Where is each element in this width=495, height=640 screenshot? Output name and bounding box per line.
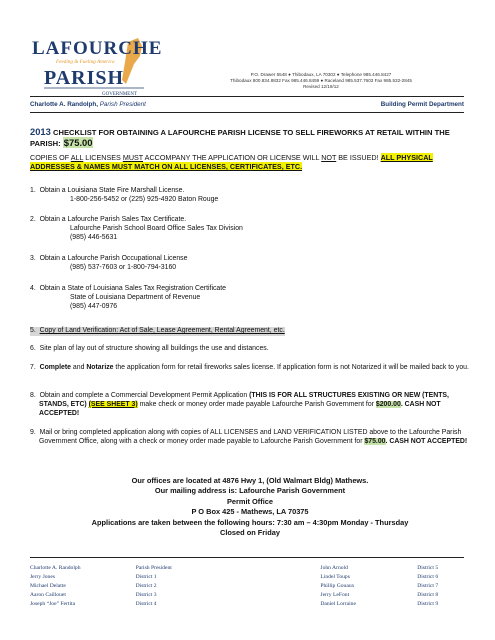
council-roster [30,563,470,608]
council-member-name: Aaron Caillouet [30,591,66,598]
address-line-1: P.O. Drawer 5548 ● Thibodaux, LA 70302 ● Telephone 985.446.8427 [250,72,392,77]
department-name: Building Permit Department [380,101,464,108]
council-member-role: District 1 [135,573,157,580]
item-text: Site plan of lay out of structure showing all buildings the use and distances. [39,345,269,352]
president-name: Charlotte A. Randolph, [30,101,98,108]
lafourche-parish-logo [30,34,202,100]
item-emphasis: Complete [39,364,71,371]
revised-date: Revised 12/19/12 [303,84,339,89]
item-text: Mail or bring completed application along with copies of ALL LICENSES and LAND VERIFICATION LISTED above to the Lafourche Parish Government Office, along with a check or money order made payable to Lafourche Parish Government for [39,429,462,445]
item-emphasis: Notarize [86,364,114,371]
see-sheet-3: (SEE SHEET 3) [88,400,138,408]
title-year: 2013 [30,126,51,137]
intro-must: MUST [122,153,144,162]
roster-row [30,590,470,599]
item-text: Obtain and complete a Commercial Development Permit Application [39,392,250,399]
item-number: 5. [30,327,36,334]
checklist-item-8 [30,392,470,419]
checklist-item-2 [30,216,470,243]
council-member-name: Jerry LeFont [320,591,350,598]
item-emphasis: . CASH NOT ACCEPTED! [39,400,441,417]
roster-row [30,599,470,608]
item-number: 6. [30,345,36,352]
page-title [30,127,470,149]
intro-text: COPIES OF [30,153,71,162]
fee-amount: $200.00 [375,400,401,408]
item-detail: Lafourche Parish School Board Office Sales Tax Division [70,224,243,232]
council-member-role: District 3 [135,591,157,598]
logo-line2: PARISH [44,67,125,89]
item-detail: (985) 537-7603 or 1-800-794-3160 [70,263,177,271]
council-member-name: Joseph “Joe” Fertita [30,600,76,607]
council-member-name: Jerry Jones [30,573,56,580]
council-member-role: District 5 [417,564,439,571]
checklist-item-4 [30,285,470,312]
item-number: 1. [30,187,36,194]
permit-office: Permit Office [226,496,273,506]
roster-row [30,581,470,590]
item-number: 7. [30,364,36,371]
item-emphasis: (THIS IS FOR ALL STRUCTURES EXISTING OR NEW (TENTS, STANDS, ETC) [39,392,449,408]
council-member-name: John Arnold [320,564,348,571]
council-member-role: District 7 [417,582,439,589]
sub-header [30,101,464,108]
council-member-role: District 4 [135,600,157,607]
item-text: Copy of Land Verification: Act of Sale, Lease Agreement, Rental Agreement, etc. [39,327,285,334]
council-member-role: District 8 [417,591,439,598]
item-number: 8. [30,392,36,399]
office-hours: Applications are taken between the following hours: 7:30 am – 4:30pm Monday - Thursday [91,517,409,527]
checklist-item-5 [30,327,470,336]
fee-amount: $75.00 [364,437,386,445]
item-text: Obtain a Lafourche Parish Occupational License [39,255,188,262]
mailing-address-label: Our mailing address is: Lafourche Parish Government [154,486,346,496]
item-detail: (985) 446-5631 [70,233,118,241]
office-info [30,476,470,538]
checklist-item-1 [30,187,470,205]
checklist-item-9 [30,429,470,447]
office-location: Our offices are located at 4876 Hwy 1, (Old Walmart Bldg) Mathews. [131,476,369,485]
title-price: $75.00 [63,137,93,148]
item-text: and [71,364,87,371]
council-member-name: Michael Delatte [30,582,66,589]
logo-line3: GOVERNMENT [102,92,137,97]
council-member-role: District 6 [417,573,439,580]
logo-line1: LAFOURCHE [32,38,163,59]
subheader-divider [30,112,464,113]
address-line-2: Thibodaux 800.834.8832 Fax 985.446.8459 ● Raceland 985.537.7603 Fax 985.532-2845 [230,78,412,83]
president-role: Parish President [99,101,146,108]
item-text: make check or money order made payable Lafourche Parish Government for [137,400,376,408]
item-detail: (985) 447-0976 [70,302,118,310]
header-divider [30,96,464,97]
intro-highlight: ALL PHYSICAL ADDRESSES & NAMES MUST MATCH ON ALL LICENSES, CERTIFICATES, ETC. [30,153,433,172]
po-box: P O Box 425 - Mathews, LA 70375 [191,507,309,517]
roster-row [30,572,470,581]
item-number: 2. [30,216,36,223]
item-number: 3. [30,255,36,262]
footer-divider [30,557,464,558]
item-detail: State of Louisiana Department of Revenue [70,293,201,301]
council-member-name: Charlotte A. Randolph [30,564,81,571]
item-emphasis: . CASH NOT ACCEPTED! [385,437,468,445]
item-detail: 1-800-256-5452 or (225) 925-4920 Baton Rouge [70,195,219,203]
item-text: Obtain a State of Louisiana Sales Tax Registration Certificate [39,285,226,292]
checklist-item-3 [30,255,470,273]
header-address [190,72,452,90]
intro-all: ALL [70,153,84,162]
title-text: CHECKLIST FOR OBTAINING A LAFOURCHE PARISH LICENSE TO SELL FIREWORKS AT RETAIL WITHIN THE PARISH: [30,128,450,148]
council-member-role: District 9 [417,600,439,607]
intro-text: BE ISSUED! [336,153,381,162]
closed-day: Closed on Friday [220,528,280,538]
logo-tagline: Feeding & Fueling America [56,59,115,65]
item-text: Obtain a Louisiana State Fire Marshall License. [39,187,185,194]
council-member-role: Parish President [135,564,172,571]
item-text: Obtain a Lafourche Parish Sales Tax Certificate. [39,216,187,223]
intro-text: LICENSES [83,153,123,162]
checklist-item-7 [30,364,470,373]
item-text: the application form for retail fireworks sales license. If application form is not Notarized it will be mailed back to you. [113,364,469,371]
council-member-role: District 2 [135,582,157,589]
item-number: 9. [30,429,36,436]
item-number: 4. [30,285,36,292]
intro-not: NOT [321,153,337,162]
roster-row [30,563,470,572]
council-member-name: Lindel Toups [320,573,350,580]
council-member-name: Phillip Gouaux [320,582,355,589]
council-member-name: Daniel Lorraine [320,600,356,607]
intro-text: ACCOMPANY THE APPLICATION OR LICENSE WILL [143,153,322,162]
checklist-item-6 [30,345,470,354]
intro-paragraph [30,153,472,171]
